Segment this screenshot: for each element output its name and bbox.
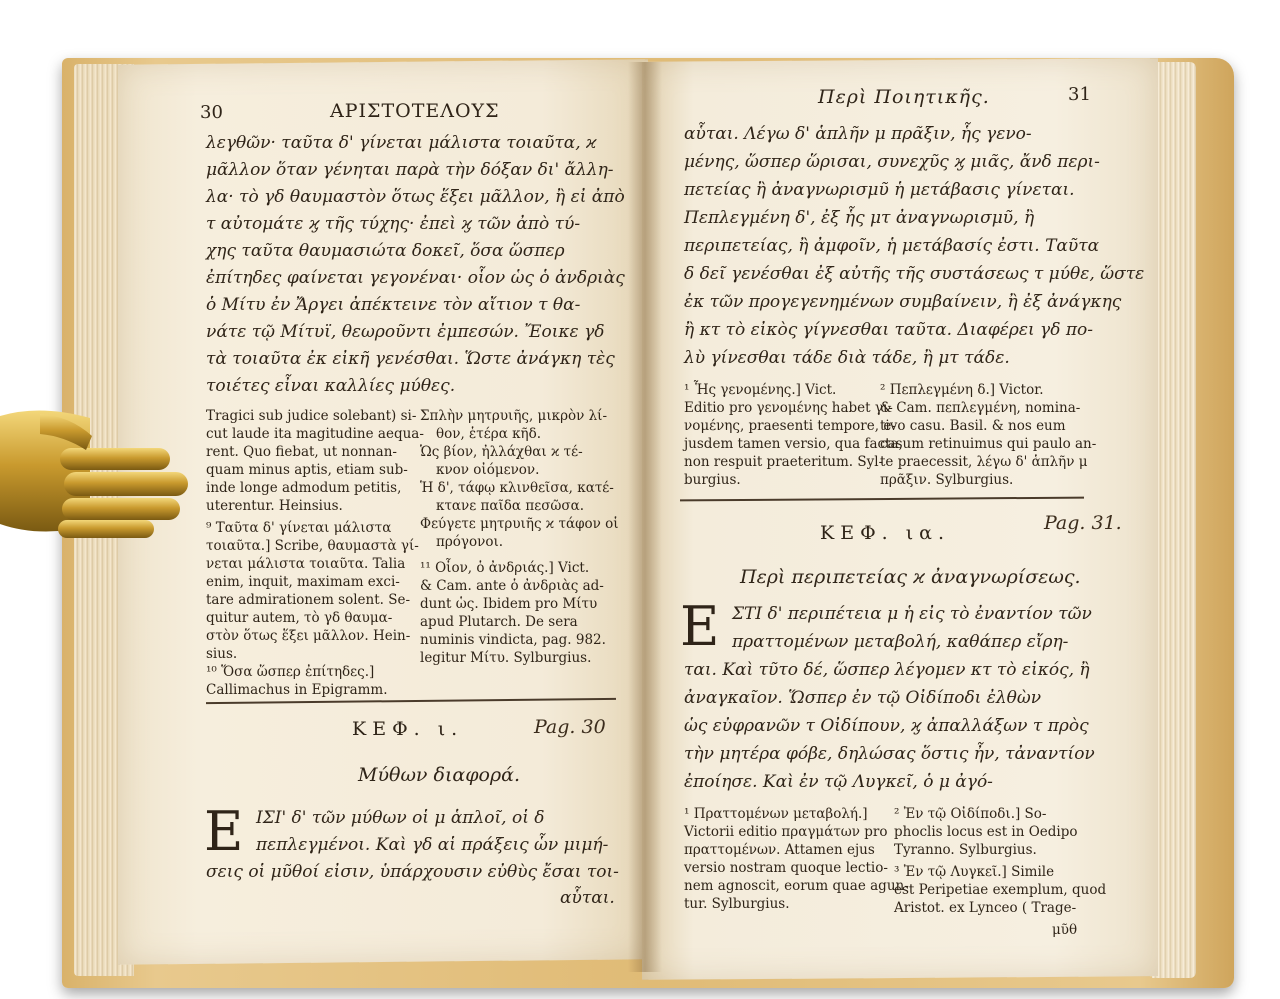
note-line: burgius. — [684, 472, 741, 488]
right-dropcap: Ε — [680, 595, 720, 658]
text-line: λεγθῶν· ταῦτα δ' γίνεται μάλιστα τοιαῦτα, ϰ — [206, 133, 597, 153]
note-line: Tragici sub judice solebant) si- — [206, 408, 417, 424]
text-line: ὡς εὐφρανῶν τ Οἰδίπουν, ϗ ἀπαλλάξων τ πρὸς — [684, 716, 1089, 736]
note-line: ³ Ἐν τῷ Λυγκεῖ.] Simile — [894, 864, 1055, 880]
note-line: Σπλὴν μητρυιῆς, μικρὸν λί- — [420, 408, 608, 424]
note-line: νεται μάλιστα τοιαῦτα. Talia — [206, 556, 406, 572]
right-handwritten-note: Pag. 31. — [1044, 512, 1122, 534]
text-line: τὰ τοιαῦτα ἐκ εἰκῆ γενέσθαι. Ὥστε ἀνάγκη τὲς — [206, 349, 615, 369]
note-line: versio nostram quoque lectio- — [684, 860, 888, 876]
note-line: rent. Quo fiebat, ut nonnan- — [206, 444, 397, 460]
note-line: uterentur. Heinsius. — [206, 498, 343, 514]
note-line: phoclis locus est in Oedipo — [894, 824, 1078, 840]
note-line: πρᾶξιν. Sylburgius. — [880, 472, 1014, 488]
note-line: quitur autem, τὸ γδ θαυμα- — [206, 610, 393, 626]
note-line: te praecessit, λέγω δ' ἁπλῆν μ — [880, 454, 1088, 470]
note-line: & Cam. πεπλεγμένη, nomina- — [880, 400, 1081, 416]
note-line: cut laude ita magitudine aequa- — [206, 426, 424, 442]
text-line: μένης, ὥσπερ ὥρισαι, συνεχῦς ϗ μιᾶς, ἄνδ περι- — [684, 152, 1100, 172]
note-line: κνον οἰόμενον. — [436, 462, 540, 478]
text-line: λὺ γίνεσθαι τάδε διὰ τάδε, ἢ μτ τάδε. — [684, 348, 1010, 368]
text-line: τὴν μητέρα φόβε, δηλώσας ὅστις ἦν, τἀναντίον — [684, 744, 1095, 764]
note-line: ¹¹ Οἷον, ὁ ἀνδριάς.] Vict. — [420, 560, 590, 576]
text-line: χης ταῦτα θαυμασιώτα δοκεῖ, ὅσα ὥσπερ — [206, 241, 565, 261]
text-line: αὗται. Λέγω δ' ἁπλῆν μ πρᾶξιν, ἧς γενο- — [684, 124, 1032, 144]
note-line: ¹ Πραττομένων μεταβολή.] — [684, 806, 868, 822]
note-line: Tyranno. Sylburgius. — [894, 842, 1037, 858]
note-line: ¹⁰ Ὅσα ὥσπερ ἐπίτηδες.] — [206, 664, 375, 680]
text-line: περιπετείας, ἢ ἀμφοῖν, ἡ μετάβασίς ἐστι. Ταῦτα — [684, 236, 1100, 256]
note-line: inde longe admodum petitis, — [206, 480, 402, 496]
note-line: nem agnoscit, eorum quae agun- — [684, 878, 909, 894]
left-running-head: ΑΡΙΣΤΟΤΕΛΟΥΣ — [330, 100, 500, 122]
text-line: πραττομένων μεταβολή, καθάπερ εἴρη- — [732, 632, 1069, 652]
text-line: νάτε τῷ Μίτυϊ, θεωροῦντι ἐμπεσών. Ἔοικε γδ — [206, 322, 605, 342]
note-line: non respuit praeteritum. Syl- — [684, 454, 884, 470]
right-chapter-heading: ΚΕΦ. ια. — [820, 522, 951, 544]
text-line: ἐποίησε. Καὶ ἐν τῷ Λυγκεῖ, ὁ μ ἀγό- — [684, 772, 993, 792]
note-line: jusdem tamen versio, qua facta, — [684, 436, 903, 452]
text-line: ΣΤΙ δ' περιπέτεια μ ἡ εἰς τὸ ἐναντίον τῶν — [732, 604, 1092, 624]
note-line: κτανε παῖδα πεσῶσα. — [436, 498, 585, 514]
note-line: πρόγονοι. — [436, 534, 504, 550]
note-line: numinis vindicta, pag. 982. — [420, 632, 606, 648]
note-line: tare admirationem solent. Se- — [206, 592, 411, 608]
text-line: σεις οἱ μῦθοί εἰσιν, ὑπάρχουσιν εὐθὺς ἔσαι τοι- — [206, 862, 619, 882]
note-line: enim, inquit, maximam exci- — [206, 574, 400, 590]
brass-hand-page-holder — [0, 396, 196, 546]
right-page-edges — [1152, 62, 1196, 978]
note-line: ⁹ Ταῦτα δ' γίνεται μάλιστα — [206, 520, 392, 536]
text-line: ται. Καὶ τῦτο δέ, ὥσπερ λέγομεν κτ τὸ εἰκός, ἢ — [684, 660, 1090, 680]
note-line: ² Πεπλεγμένη δ.] Victor. — [880, 382, 1044, 398]
note-line: πραττομένων. Attamen ejus — [684, 842, 875, 858]
text-line: ἐπίτηδες φαίνεται γεγονέναι· οἷον ὡς ὁ ἀνδριὰς — [206, 268, 625, 288]
text-line: μᾶλλον ὅταν γένηται παρὰ τὴν δόξαν δι' ἄλλη- — [206, 160, 614, 180]
note-line: est Peripetiae exemplum, quod — [894, 882, 1107, 898]
text-line: ἐκ τῶν προγεγενημένων συμβαίνειν, ἢ ἐξ ἀνάγκης — [684, 292, 1122, 312]
note-line: τοιαῦτα.] Scribe, θαυμαστὰ γί- — [206, 538, 419, 554]
right-chapter-title: Περὶ περιπετείας ϰ ἀναγνωρίσεως. — [740, 566, 1081, 588]
note-line: ¹ Ἧς γενομένης.] Vict. — [684, 382, 837, 398]
note-line: dunt ὡς. Ibidem pro Μίτυ — [420, 596, 598, 612]
note-line: Φεύγετε μητρυιῆς ϰ τάφον οἱ — [420, 516, 619, 532]
text-line: πεπλεγμένοι. Καὶ γδ αἱ πράξεις ὧν μιμή- — [256, 835, 609, 855]
text-line: λα· τὸ γδ θαυμαστὸν ὅτως ἕξει μᾶλλον, ἢ εἰ ἀπὸ — [206, 187, 625, 207]
note-line: θον, ἑτέρα κῆδ. — [436, 426, 542, 442]
note-line: Victorii editio πραγμάτων pro — [684, 824, 888, 840]
note-line: στὸν ὅτως ἕξει μᾶλλον. Hein- — [206, 628, 411, 644]
text-line: ΙΣΙ' δ' τῶν μύθων οἱ μ ἁπλοῖ, οἱ δ — [256, 808, 545, 828]
left-dropcap: Ε — [204, 800, 244, 863]
right-running-head: Περὶ Ποιητικῆς. — [818, 86, 990, 108]
note-line: sius. — [206, 646, 238, 662]
note-line: quam minus aptis, etiam sub- — [206, 462, 408, 478]
note-line: Aristot. ex Lynceo ( Trage- — [894, 900, 1077, 916]
left-chapter-heading: ΚΕΦ. ι. — [352, 718, 464, 740]
left-handwritten-note: Pag. 30 — [534, 716, 606, 738]
text-line: ἢ κτ τὸ εἰκὸς γίγνεσθαι ταῦτα. Διαφέρει γδ πο- — [684, 320, 1094, 340]
note-line: tivo casu. Basil. & nos eum — [880, 418, 1066, 434]
text-line: τοιέτες εἶναι καλλίες μύθες. — [206, 376, 456, 396]
note-line: apud Plutarch. De sera — [420, 614, 578, 630]
note-line: Ὡς βίον, ἠλλάχθαι ϰ τέ- — [420, 444, 583, 460]
text-line: αὗται. — [560, 888, 615, 908]
text-line: τ αὐτομάτε ϗ τῆς τύχης· ἐπεὶ ϗ τῶν ἀπὸ τύ- — [206, 214, 581, 234]
text-line: ὁ Μίτυ ἐν Ἄργει ἀπέκτεινε τὸν αἴτιον τ θα- — [206, 295, 581, 315]
note-line: casum retinuimus qui paulo an- — [880, 436, 1097, 452]
book-gutter — [628, 62, 662, 972]
note-line: ² Ἐν τῷ Οἰδίποδι.] So- — [894, 806, 1047, 822]
left-folio: 30 — [200, 102, 223, 123]
note-line: Callimachus in Epigramm. — [206, 682, 388, 698]
note-line: Editio pro γενομένης habet γι- — [684, 400, 893, 416]
note-line: tur. Sylburgius. — [684, 896, 790, 912]
note-line: νομένης, praesenti tempore, e- — [684, 418, 896, 434]
right-folio: 31 — [1068, 84, 1091, 105]
note-line: & Cam. ante ὁ ἀνδριὰς ad- — [420, 578, 604, 594]
text-line: ἀναγκαῖον. Ὥσπερ ἐν τῷ Οἰδίποδι ἐλθὼν — [684, 688, 1042, 708]
note-line: legitur Μίτυ. Sylburgius. — [420, 650, 592, 666]
left-chapter-title: Μύθων διαφορά. — [358, 764, 521, 786]
text-line: Πεπλεγμένη δ', ἐξ ἧς μτ ἀναγνωρισμῦ, ἢ — [684, 208, 1035, 228]
note-line: μῦθ — [1052, 922, 1078, 938]
note-line: Ἡ δ', τάφῳ κλινθεῖσα, κατέ- — [420, 480, 614, 496]
text-line: πετείας ἢ ἀναγνωρισμῦ ἡ μετάβασις γίνεται. — [684, 180, 1075, 200]
text-line: δ δεῖ γενέσθαι ἐξ αὐτῆς τῆς συστάσεως τ μύθε, ὥστε — [684, 264, 1145, 284]
